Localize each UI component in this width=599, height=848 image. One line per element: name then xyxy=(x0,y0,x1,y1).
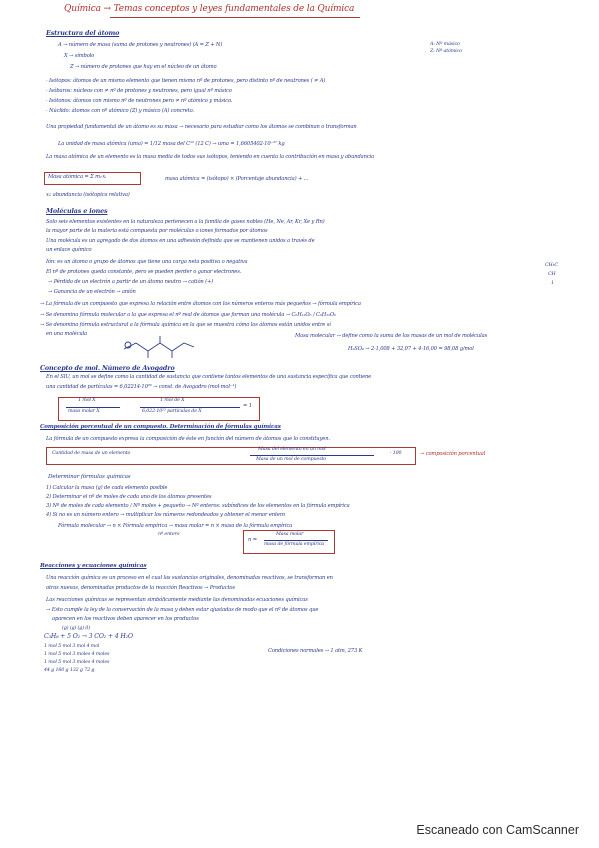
s1-line: La unidad de masa atómica (uma) = 1/12 masa del C¹² (12 C) → uma = 1,6605402·10⁻²⁷ kg xyxy=(58,141,285,147)
s1-line: La masa atómica de un elemento es la masa media de todos sus isótopos, teniendo en cuenta la contribución en masa y abundancia xyxy=(46,154,374,160)
scanner-watermark: Escaneado con CamScanner xyxy=(416,823,579,837)
s1-line: A → número de masa (suma de protones y neutrones) (A = Z + N) xyxy=(58,42,223,48)
s2-line: un enlace químico xyxy=(46,247,92,253)
s2-line: Masa molecular → define como la suma de las masas de un mol de moléculas xyxy=(295,333,488,339)
structural-formula-sketch xyxy=(120,333,200,361)
n-formula-label: n = xyxy=(248,537,257,543)
s5-header: Reacciones y ecuaciones químicas xyxy=(40,563,147,569)
s2-line: → Ganancia de un electrón → anión xyxy=(48,289,136,295)
s1-line: X → símbolo xyxy=(64,53,95,59)
reaction-row: 1 mol 5 mol 3 moles 4 moles xyxy=(44,660,110,665)
s1-line: Z → número de protones que hay en el núcleo de un átomo xyxy=(70,64,217,70)
s5-line: Las reacciones químicas se representan simbólicamente mediante las denominadas ecuaciones químicas xyxy=(46,597,308,603)
s5-line: aparecen en los reactivos deben aparecer en los productos xyxy=(52,616,199,622)
s1-header: Estructura del átomo xyxy=(46,29,120,37)
s4-step: 2) Determinar el nº de moles de cada uno de los átomos presentes xyxy=(46,494,212,500)
s3-line: una cantidad de partículas = 6,02214·10²³ → const. de Avogadro (mol·mol⁻¹) xyxy=(46,384,237,390)
side-note: 1 xyxy=(551,281,554,286)
fraction-bar xyxy=(264,540,328,541)
composition-multiplier: · 100 xyxy=(390,451,402,456)
s3-line: En el SIU, un mol se define como la cantidad de sustancia que contiene tantos elementos de una sustancia específica que contiene xyxy=(46,374,372,380)
s4-note: nº entero xyxy=(158,532,180,537)
fraction-bar xyxy=(140,407,240,408)
s1-line: · Isótonos: átomos con mismo nº de neutrones pero ≠ nº atómico y másico. xyxy=(46,98,233,104)
s4-header: Determinar fórmulas químicas xyxy=(48,474,131,480)
composition-numerator: Masa del elemento en un mol xyxy=(258,447,326,452)
fraction-bar xyxy=(250,455,374,456)
s3-header2: Composición porcentual de un compuesto. Determinación de fórmulas químicas xyxy=(40,424,281,430)
s1-note: A: Nº másico xyxy=(430,42,460,47)
s3-line: La fórmula de un compuesto expresa la composición de éste en función del número de átomos que lo constituyen. xyxy=(46,436,330,442)
composition-result: → composición porcentual xyxy=(420,451,486,457)
fraction-numerator: 1 mol de X xyxy=(160,398,185,403)
reaction-row: 1 mol 5 mol 3 mol 4 mol xyxy=(44,644,100,649)
s4-step: 3) Nº de moles de cada elemento / Nº moles + pequeño → Nº enteros: subíndices de los elementos en la fórmula empírica xyxy=(46,503,350,509)
s4-line: Fórmula molecular → n × Fórmula empírica → masa molar = n × masa de la fórmula empírica xyxy=(58,523,293,529)
s5-line: otras nuevas, denominadas productos de la reacción Reactivos → Productos xyxy=(46,585,235,591)
s1-line: · Núclido: átomos con nº atómico (Z) y másico (A) concreto. xyxy=(46,108,194,114)
side-note: CH xyxy=(548,272,556,277)
s2-line: → Se denomina fórmula estructural a la fórmula química en la que se muestra cómo los átomos están unidos entre sí xyxy=(40,322,331,328)
s5-line: Una reacción química es un proceso en el cual las sustancias originales, denominadas reactivos, se transforman en xyxy=(46,575,333,581)
s1-line: Una propiedad fundamental de un átomo es su masa → necesario para estudiar como los átomos se combinan o transforman xyxy=(46,124,357,130)
s5-line: → Esto cumple la ley de la conservación de la masa y deben estar ajustadas de modo que el nº de átomos que xyxy=(46,607,319,613)
atomic-mass-formula: Masa atómica = Σ mᵢ·xᵢ xyxy=(48,174,106,180)
s2-line: → Se denomina fórmula molecular a la que expresa el nº real de átomos que forman una molécula → C₆H₁₂O₆ / C₆H₁₂O₆ xyxy=(40,312,337,318)
reaction-states: (g) (g) (g) (l) xyxy=(62,626,91,631)
s2-line: → La fórmula de un compuesto que expresa la relación entre átomos con los números enteros más pequeños → fórmula empírica xyxy=(40,301,361,307)
composition-label: Cantidad de masa de un elemento xyxy=(52,451,131,456)
s2-line: Solo seis elementos existentes en la naturaleza pertenecen a la familia de gases nobles (He, Ne, Ar, Kr, Xe y Rn) xyxy=(46,219,325,225)
n-formula-numerator: Masa molar xyxy=(276,532,304,537)
fraction-equals-one: = 1 xyxy=(243,403,252,409)
title-underline xyxy=(110,17,360,18)
s2-line: Ión: es un átomo o grupo de átomos que tiene una carga neta positiva o negativa xyxy=(46,259,248,265)
normal-conditions: Condiciones normales → 1 atm, 273 K xyxy=(268,648,363,654)
atomic-mass-formula-expanded: masa atómica = (isótopo) × (Porcentaje abundancia) + ... xyxy=(165,176,309,182)
s2-line: en una molécula xyxy=(46,331,88,337)
s2-line: → Pérdida de un electrón a partir de un átomo neutro → catión (+) xyxy=(48,279,214,285)
composition-denominator: Masa de un mol de compuesto xyxy=(256,457,327,462)
s1-line: · Isóbaros: núcleos con ≠ nº de protones y neutrones, pero igual nº másico xyxy=(46,88,232,94)
s4-step: 4) Si no es un número entero → multiplicar los números redondeados y obtener el menor entero xyxy=(46,512,286,518)
s1-line: · Isótopos: átomos de un mismo elemento que tienen mismo nº de protones, pero distinto nº de neutrones ( ≠ A) xyxy=(46,78,326,84)
s2-line: la mayor parte de la materia está compuesta por moléculas o iones formados por átomos xyxy=(46,228,268,234)
s4-step: 1) Calcular la masa (g) de cada elemento posible xyxy=(46,485,168,491)
s3-header: Concepto de mol. Número de Avogadro xyxy=(40,364,175,372)
s2-line: El nº de protones queda constante, pero se pueden perder o ganar electrones. xyxy=(46,269,242,275)
fraction-denominator: 6,022·10²³ partículas de X xyxy=(142,409,202,414)
s1-line: xᵢ: abundancia (isótopica relativa) xyxy=(46,192,130,198)
s2-line: H₂SO₄ → 2·1,008 + 32,07 + 4·16,00 = 98,08 g/mol xyxy=(348,346,474,352)
reaction-row: 44 g 160 g 132 g 72 g xyxy=(44,668,95,673)
page-title: Química → Temas conceptos y leyes fundamentales de la Química xyxy=(64,4,355,14)
composition-formula-box xyxy=(46,447,416,465)
fraction-numerator: 1 mol X xyxy=(78,398,96,403)
s2-line: Una molécula es un agregado de dos átomos en una adhesión definida que se mantienen unidos a través de xyxy=(46,238,315,244)
fraction-bar xyxy=(66,407,120,408)
s2-header: Moléculas e iones xyxy=(46,207,108,215)
reaction-equation: C₃H₈ + 5 O₂ → 3 CO₂ + 4 H₂O xyxy=(44,633,133,640)
reaction-row: 1 mol 5 mol 3 moles 4 moles xyxy=(44,652,110,657)
fraction-denominator: masa molar X xyxy=(68,409,100,414)
side-note: CH₃C xyxy=(545,263,558,268)
s1-note: Z: Nº atómico xyxy=(430,49,462,54)
n-formula-denominator: masa de fórmula empírica xyxy=(264,542,324,547)
